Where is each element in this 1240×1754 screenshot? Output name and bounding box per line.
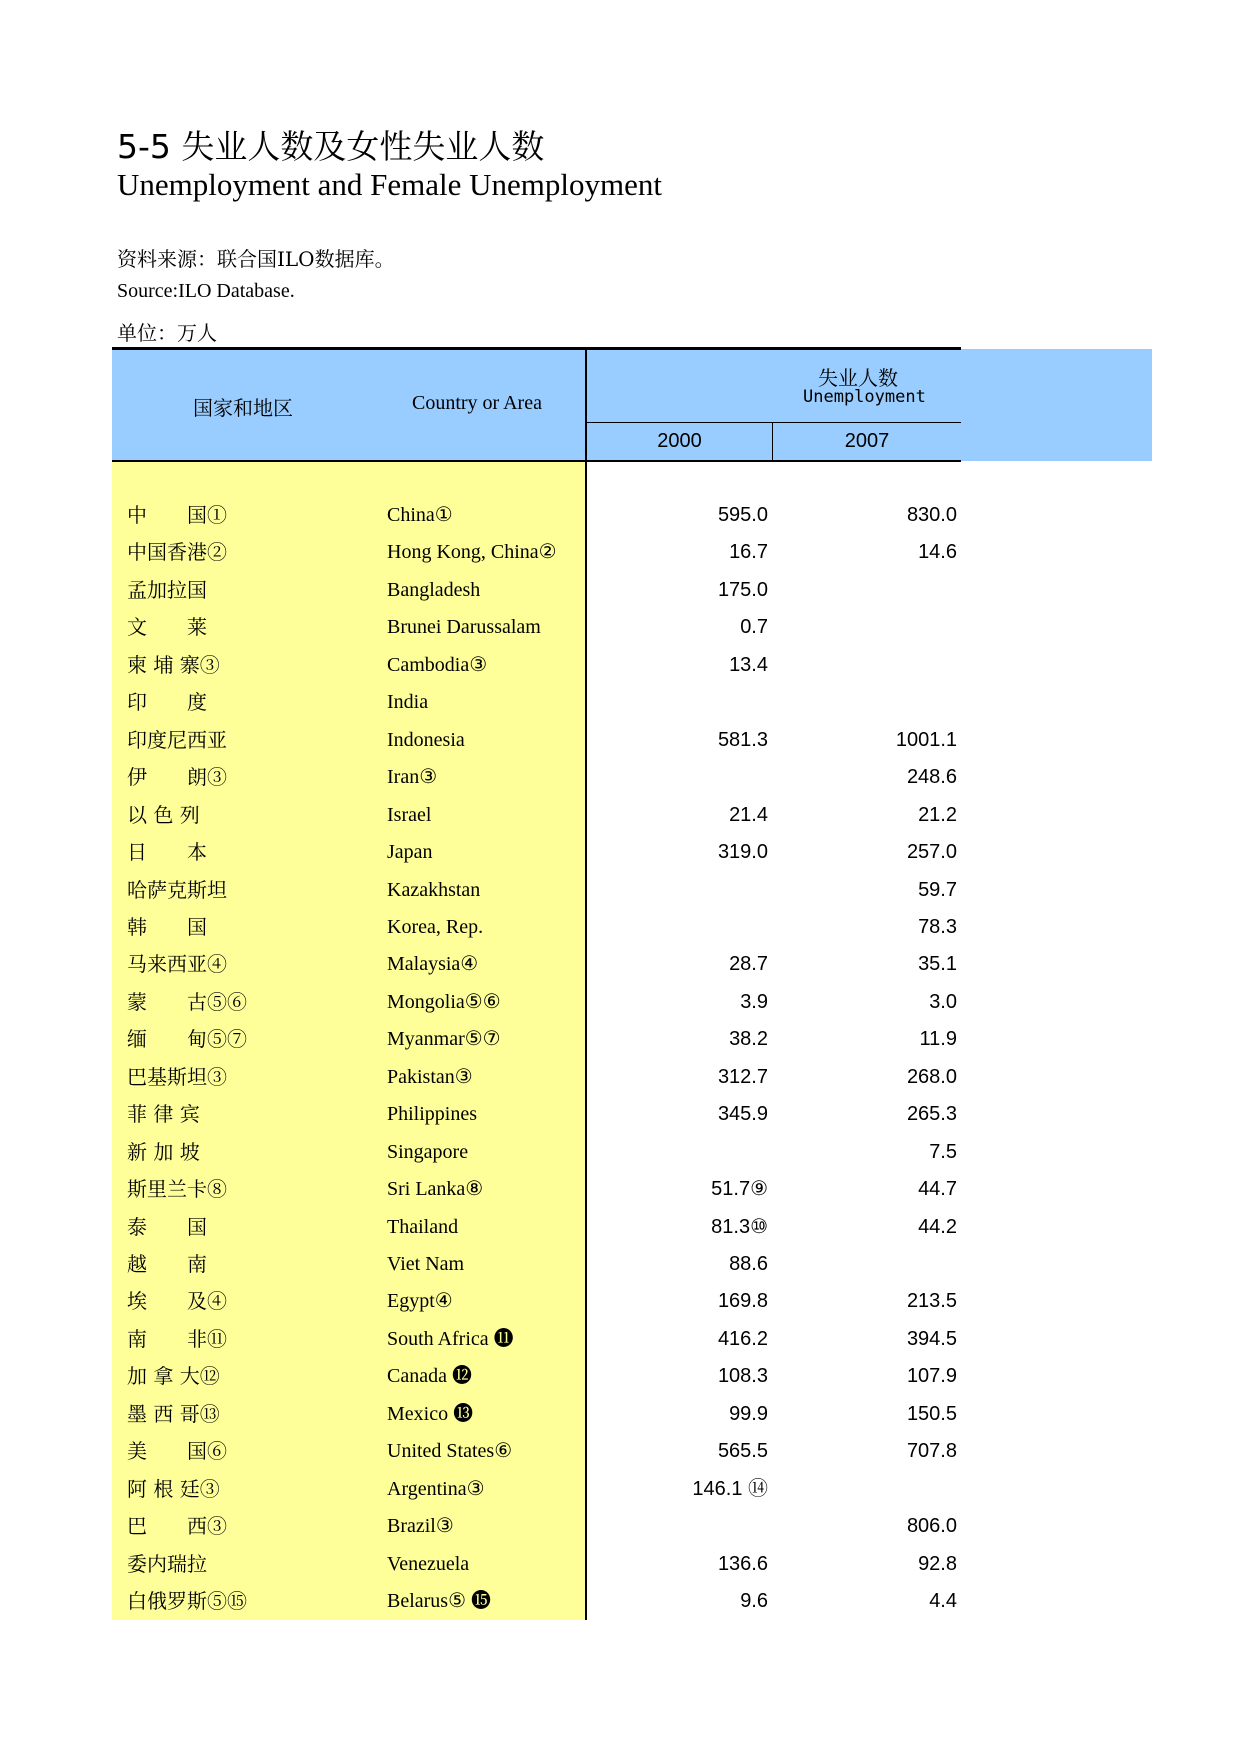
value-2007: 44.7: [918, 1178, 957, 1201]
country-name-en: Philippines: [387, 1103, 478, 1126]
table-row: [0, 1283, 1240, 1320]
country-name-cn: 菲 律 宾: [127, 1102, 200, 1127]
country-name-en: Indonesia: [387, 728, 465, 751]
country-name-en: Iran③: [387, 766, 438, 789]
country-name-en: Kazakhstan: [387, 878, 481, 901]
header-group-cn: 失业人数: [818, 366, 898, 390]
country-name-cn: 中 国①: [127, 503, 227, 527]
table-row: [0, 759, 1240, 796]
source-cn: 资料来源：联合国ILO数据库。: [117, 247, 395, 271]
country-name-en: Pakistan③: [387, 1065, 473, 1088]
country-name-en: Egypt④: [387, 1290, 453, 1313]
table-row: [0, 909, 1240, 946]
country-name-en: Thailand: [387, 1215, 459, 1238]
value-2000: 146.1 ⑭: [692, 1477, 768, 1500]
country-name-cn: 新 加 坡: [127, 1139, 200, 1164]
value-2007: 1001.1: [895, 728, 957, 751]
value-2007: 806.0: [906, 1515, 957, 1538]
header-year-2007: 2007: [844, 430, 890, 452]
value-2000: 581.3: [717, 728, 768, 751]
value-2007: 3.0: [929, 990, 957, 1013]
country-name-cn: 巴 西③: [127, 1514, 227, 1539]
group-header-rule: [586, 422, 961, 423]
value-2007: 4.4: [929, 1590, 957, 1613]
country-name-cn: 泰 国: [127, 1214, 207, 1239]
value-2007: 248.6: [906, 766, 957, 789]
value-2007: 7.5: [929, 1140, 957, 1163]
table-row: [0, 722, 1240, 759]
country-name-cn: 加 拿 大⑫: [127, 1364, 220, 1389]
table-row: [0, 534, 1240, 571]
table-row: [0, 684, 1240, 721]
table-row: [0, 1021, 1240, 1058]
table-row: [0, 1134, 1240, 1171]
value-2000: 108.3: [717, 1365, 768, 1388]
country-name-en: Korea, Rep.: [387, 915, 484, 938]
country-name-cn: 埃 及④: [127, 1289, 227, 1314]
table-top-rule: [112, 347, 961, 350]
header-year-2000: 2000: [657, 430, 702, 452]
value-2007: 35.1: [918, 953, 957, 976]
country-name-cn: 白俄罗斯⑤⑮: [127, 1589, 247, 1614]
country-name-cn: 孟加拉国: [127, 577, 207, 602]
table-row: [0, 1209, 1240, 1246]
value-2007: 92.8: [918, 1552, 957, 1575]
country-name-cn: 日 本: [127, 840, 207, 865]
table-row: [0, 1059, 1240, 1096]
country-name-en: Israel: [387, 803, 432, 826]
country-name-cn: 印 度: [127, 690, 207, 715]
country-name-en: China①: [387, 504, 453, 526]
country-name-cn: 哈萨克斯坦: [127, 877, 227, 902]
value-2007: 21.2: [918, 803, 957, 826]
value-2007: 394.5: [906, 1327, 957, 1350]
country-name-en: Malaysia④: [387, 953, 479, 976]
country-name-cn: 南 非⑪: [127, 1326, 227, 1351]
country-name-en: South Africa ⓫: [387, 1327, 514, 1350]
value-2007: 11.9: [919, 1028, 957, 1051]
table-row: [0, 1583, 1240, 1620]
value-2007: 107.9: [906, 1365, 957, 1388]
value-2000: 16.7: [729, 541, 768, 564]
country-name-en: Brazil③: [387, 1515, 454, 1538]
table-row: [0, 1508, 1240, 1545]
country-name-en: Brunei Darussalam: [387, 616, 541, 639]
country-name-en: Cambodia③: [387, 653, 488, 676]
country-name-en: Canada ⓬: [387, 1365, 472, 1388]
table-row: [0, 946, 1240, 983]
value-2000: 595.0: [717, 504, 768, 526]
country-name-en: Hong Kong, China②: [387, 541, 557, 564]
value-2000: 13.4: [729, 653, 768, 676]
table-row: [0, 872, 1240, 909]
country-name-cn: 马来西亚④: [127, 952, 227, 977]
country-name-en: Bangladesh: [387, 578, 481, 601]
value-2000: 51.7⑨: [711, 1178, 768, 1201]
table-row: [0, 647, 1240, 684]
value-2007: 257.0: [906, 841, 957, 864]
country-name-en: Venezuela: [387, 1552, 470, 1575]
header-country-en: Country or Area: [412, 392, 542, 414]
country-name-en: India: [387, 691, 429, 714]
value-2007: 78.3: [918, 915, 957, 938]
country-name-cn: 墨 西 哥⑬: [127, 1401, 220, 1426]
value-2000: 88.6: [729, 1253, 768, 1275]
country-name-en: Myanmar⑤⑦: [387, 1028, 501, 1051]
value-2000: 21.4: [729, 803, 768, 826]
country-name-cn: 伊 朗③: [127, 765, 227, 790]
value-2007: 268.0: [906, 1065, 957, 1088]
table-row: [0, 609, 1240, 646]
header-group-en: Unemployment: [803, 387, 926, 407]
table-row: [0, 1171, 1240, 1208]
value-2000: 175.0: [717, 578, 768, 601]
country-name-en: Japan: [387, 841, 433, 864]
country-name-cn: 缅 甸⑤⑦: [127, 1027, 247, 1052]
table-row: [0, 834, 1240, 871]
value-2000: 345.9: [717, 1103, 768, 1126]
country-name-cn: 委内瑞拉: [127, 1551, 207, 1576]
value-2000: 38.2: [729, 1028, 768, 1051]
value-2000: 136.6: [717, 1552, 768, 1575]
country-name-cn: 文 莱: [127, 615, 207, 640]
table-row: [0, 572, 1240, 609]
source-en: Source:ILO Database.: [117, 280, 295, 302]
table-row: [0, 1433, 1240, 1470]
value-2000: 416.2: [717, 1327, 768, 1350]
page-title-en: Unemployment and Female Unemployment: [117, 167, 662, 202]
value-2000: 0.7: [740, 616, 768, 639]
country-name-en: United States⑥: [387, 1440, 513, 1463]
value-2000: 312.7: [717, 1065, 768, 1088]
country-name-en: Singapore: [387, 1140, 469, 1163]
country-name-cn: 阿 根 廷③: [127, 1476, 220, 1501]
value-2007: 213.5: [906, 1290, 957, 1313]
table-row: [0, 797, 1240, 834]
value-2000: 9.6: [740, 1590, 768, 1613]
country-name-cn: 中国香港②: [127, 540, 227, 565]
country-name-cn: 韩 国: [127, 914, 207, 939]
header-country-cn: 国家和地区: [193, 396, 293, 420]
table-row: [0, 1396, 1240, 1433]
value-2007: 707.8: [906, 1440, 957, 1463]
country-name-cn: 蒙 古⑤⑥: [127, 989, 247, 1014]
value-2000: 99.9: [729, 1402, 768, 1425]
page-title-cn: 5-5 失业人数及女性失业人数: [117, 127, 545, 166]
country-name-en: Belarus⑤ ⓯: [387, 1590, 492, 1613]
country-name-en: Viet Nam: [387, 1253, 465, 1275]
value-2000: 565.5: [717, 1440, 768, 1463]
table-row: [0, 1358, 1240, 1395]
table-row: [0, 497, 1240, 534]
country-name-en: Argentina③: [387, 1477, 485, 1500]
value-2007: 830.0: [906, 504, 957, 526]
table-row: [0, 1321, 1240, 1358]
country-name-en: Mongolia⑤⑥: [387, 990, 501, 1013]
country-name-cn: 柬 埔 寨③: [127, 652, 220, 677]
value-2007: 44.2: [918, 1215, 957, 1238]
value-2007: 150.5: [906, 1402, 957, 1425]
value-2007: 14.6: [918, 541, 957, 564]
value-2000: 81.3⑩: [711, 1215, 768, 1238]
country-name-cn: 以 色 列: [127, 802, 200, 827]
table-row: [0, 984, 1240, 1021]
country-name-cn: 美 国⑥: [127, 1439, 227, 1464]
value-2007: 59.7: [918, 878, 957, 901]
header-bottom-rule: [112, 460, 961, 462]
value-2000: 3.9: [740, 990, 768, 1013]
country-name-cn: 巴基斯坦③: [127, 1064, 227, 1089]
country-name-cn: 斯里兰卡⑧: [127, 1177, 227, 1202]
table-row: [0, 1096, 1240, 1133]
table-row: [0, 1246, 1240, 1283]
value-2000: 28.7: [729, 953, 768, 976]
country-name-cn: 印度尼西亚: [127, 727, 227, 752]
country-name-en: Sri Lanka⑧: [387, 1178, 484, 1201]
value-2000: 319.0: [717, 841, 768, 864]
country-name-en: Mexico ⓭: [387, 1402, 474, 1425]
value-2000: 169.8: [717, 1290, 768, 1313]
table-row: [0, 1546, 1240, 1583]
value-2007: 265.3: [906, 1103, 957, 1126]
country-name-cn: 越 南: [127, 1252, 207, 1276]
unit-label: 单位：万人: [117, 321, 217, 345]
table-row: [0, 1471, 1240, 1508]
